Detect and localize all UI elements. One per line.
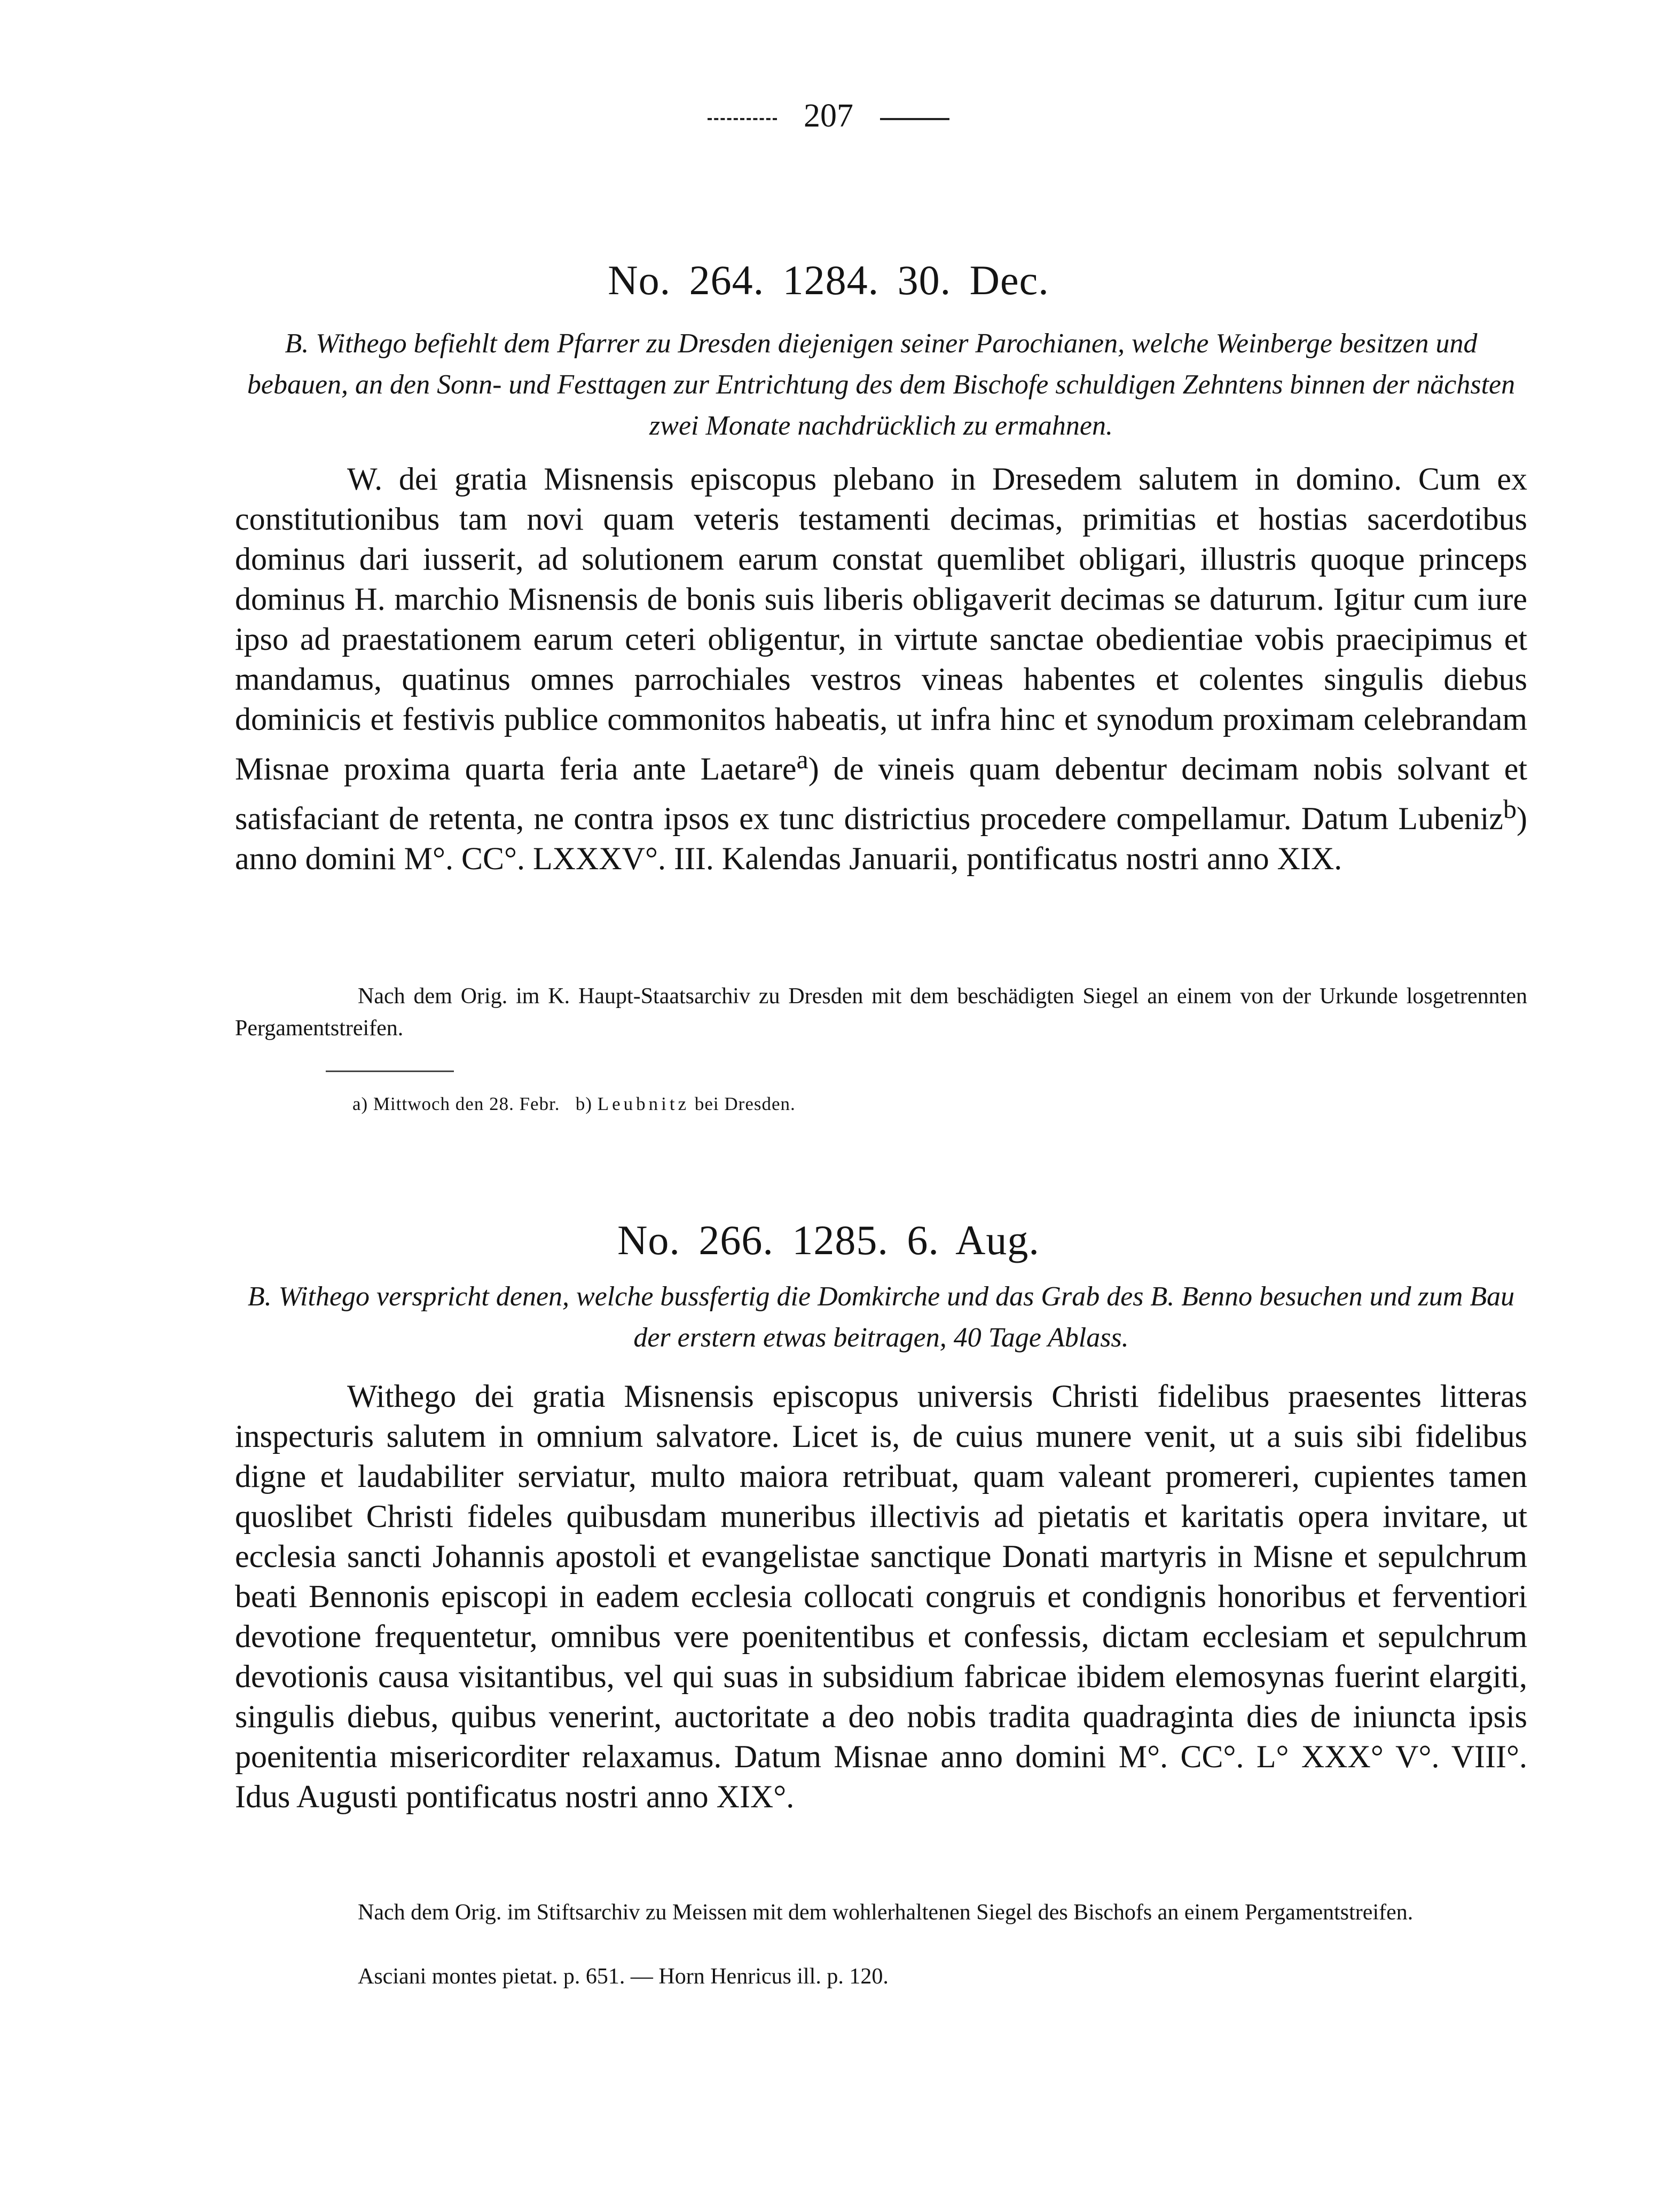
- doc-266-summary: B. Withego verspricht denen, welche bussfertig die Domkirche und das Grab des B. Benno besuchen und zum Bau der erstern etwas beitragen, 40 Tage Ablass.: [247, 1281, 1515, 1353]
- doc-266-body: [235, 1376, 1527, 1817]
- doc-264-title: No. 264. 1284. 30. Dec.: [608, 257, 1049, 303]
- doc-264-body-part-2: ) de vineis quam debentur decimam nobis solvant et satisfaciant de retenta, ne contra ipsos ex tunc districtius procedere compellamur. Datum Lubeniz: [235, 751, 1527, 836]
- footnote-b-rest: bei Dresden.: [694, 1093, 796, 1114]
- doc-264-body-part-3: ) anno domini M°. CC°. LXXXV°. III. Kalendas Januarii, pontificatus nostri anno XIX.: [235, 801, 1527, 876]
- doc-264-body-part-1: W. dei gratia Misnensis episcopus plebano in Dresedem salutem in domino. Cum ex constitutionibus tam novi quam veteris testamenti decimas, primitias et hostias sacerdotibus dominus dari iusserit, ad solutionem earum constat quemlibet obligari, illustris quoque princeps dominus H. marchio Misnensis de bonis suis liberis obligaverit decimas se daturum. Igitur cum iure ipso ad praestationem earum ceteri obligentur, in virtute sanctae obedientiae vobis praecipimus et mandamus, quatinus omnes parrochiales vestros vineas habentes et colentes singulis diebus dominicis et festivis publice commonitos habeatis, ut infra hinc et synodum proximam celebrandam Misnae proxima quarta feria ante Laetare: [235, 461, 1527, 786]
- doc-266-title: No. 266. 1285. 6. Aug.: [617, 1217, 1040, 1263]
- header-rule-left: [708, 118, 777, 120]
- footnote-b-prefix: b): [575, 1093, 592, 1114]
- footnote-b-name: Leubnitz: [597, 1093, 690, 1114]
- footnote-a: a) Mittwoch den 28. Febr.: [352, 1093, 560, 1114]
- doc-266-source-text: Nach dem Orig. im Stiftsarchiv zu Meissen mit dem wohlerhaltenen Siegel des Bischofs an einem Pergamentstreifen.: [358, 1900, 1413, 1925]
- doc-264-body: [235, 459, 1527, 879]
- page-header: [0, 97, 1657, 135]
- doc-266-literature-note: [235, 1961, 1527, 1993]
- footnote-marker-a: a: [796, 744, 808, 774]
- doc-264-summary: B. Withego befiehlt dem Pfarrer zu Dresden diejenigen seiner Parochianen, welche Weinberge besitzen und bebauen, an den Sonn- und Festtagen zur Entrichtung des dem Bischofe schuldigen Zehntens binnen der nächsten zwei Monate nachdrücklich zu ermahnen.: [247, 328, 1515, 441]
- doc-266-body-text: Withego dei gratia Misnensis episcopus universis Christi fidelibus praesentes litteras inspecturis salutem in omnium salvatore. Licet is, de cuius munere venit, ut a suis sibi fidelibus digne et laudabiliter serviatur, multo maiora retribuat, quam valeant promereri, cupientes tamen quoslibet Christi fideles quibusdam muneribus illectivis ad pietatis et karitatis opera invitare, ut ecclesia sancti Johannis apostoli et evangelistae sanctique Donati martyris in Misne et sepulchrum beati Bennonis episcopi in eadem ecclesia collocati congruis et condignis honoribus et ferventiori devotione frequentetur, omnibus vere poenitentibus et confessis, dictam ecclesiam et sepulchrum devotionis causa visitantibus, vel qui suas in subsidium fabricae ibidem elemosynas fuerint elargiti, singulis diebus, quibus venerint, auctoritate a deo nobis tradita quadraginta dies de iniuncta ipsis poenitentia misericorditer relaxamus. Datum Misnae anno domini M°. CC°. L° XXX° V°. VIII°. Idus Augusti pontificatus nostri anno XIX°.: [235, 1379, 1527, 1814]
- doc-266-literature-text: Asciani montes pietat. p. 651. — Horn Henricus ill. p. 120.: [358, 1964, 889, 1989]
- footnote-rule: [326, 1070, 454, 1072]
- doc-264-footnotes: [352, 1093, 796, 1115]
- header-rule-right: [880, 118, 949, 120]
- doc-264-source-text: Nach dem Orig. im K. Haupt-Staatsarchiv zu Dresden mit dem beschädigten Siegel an einem von der Urkunde losgetrennten Pergamentstreifen.: [235, 984, 1527, 1041]
- doc-266-source-note: [235, 1896, 1527, 1928]
- footnote-marker-b: b: [1503, 794, 1517, 824]
- page-number: 207: [804, 98, 853, 134]
- doc-264-source-note: [235, 980, 1527, 1044]
